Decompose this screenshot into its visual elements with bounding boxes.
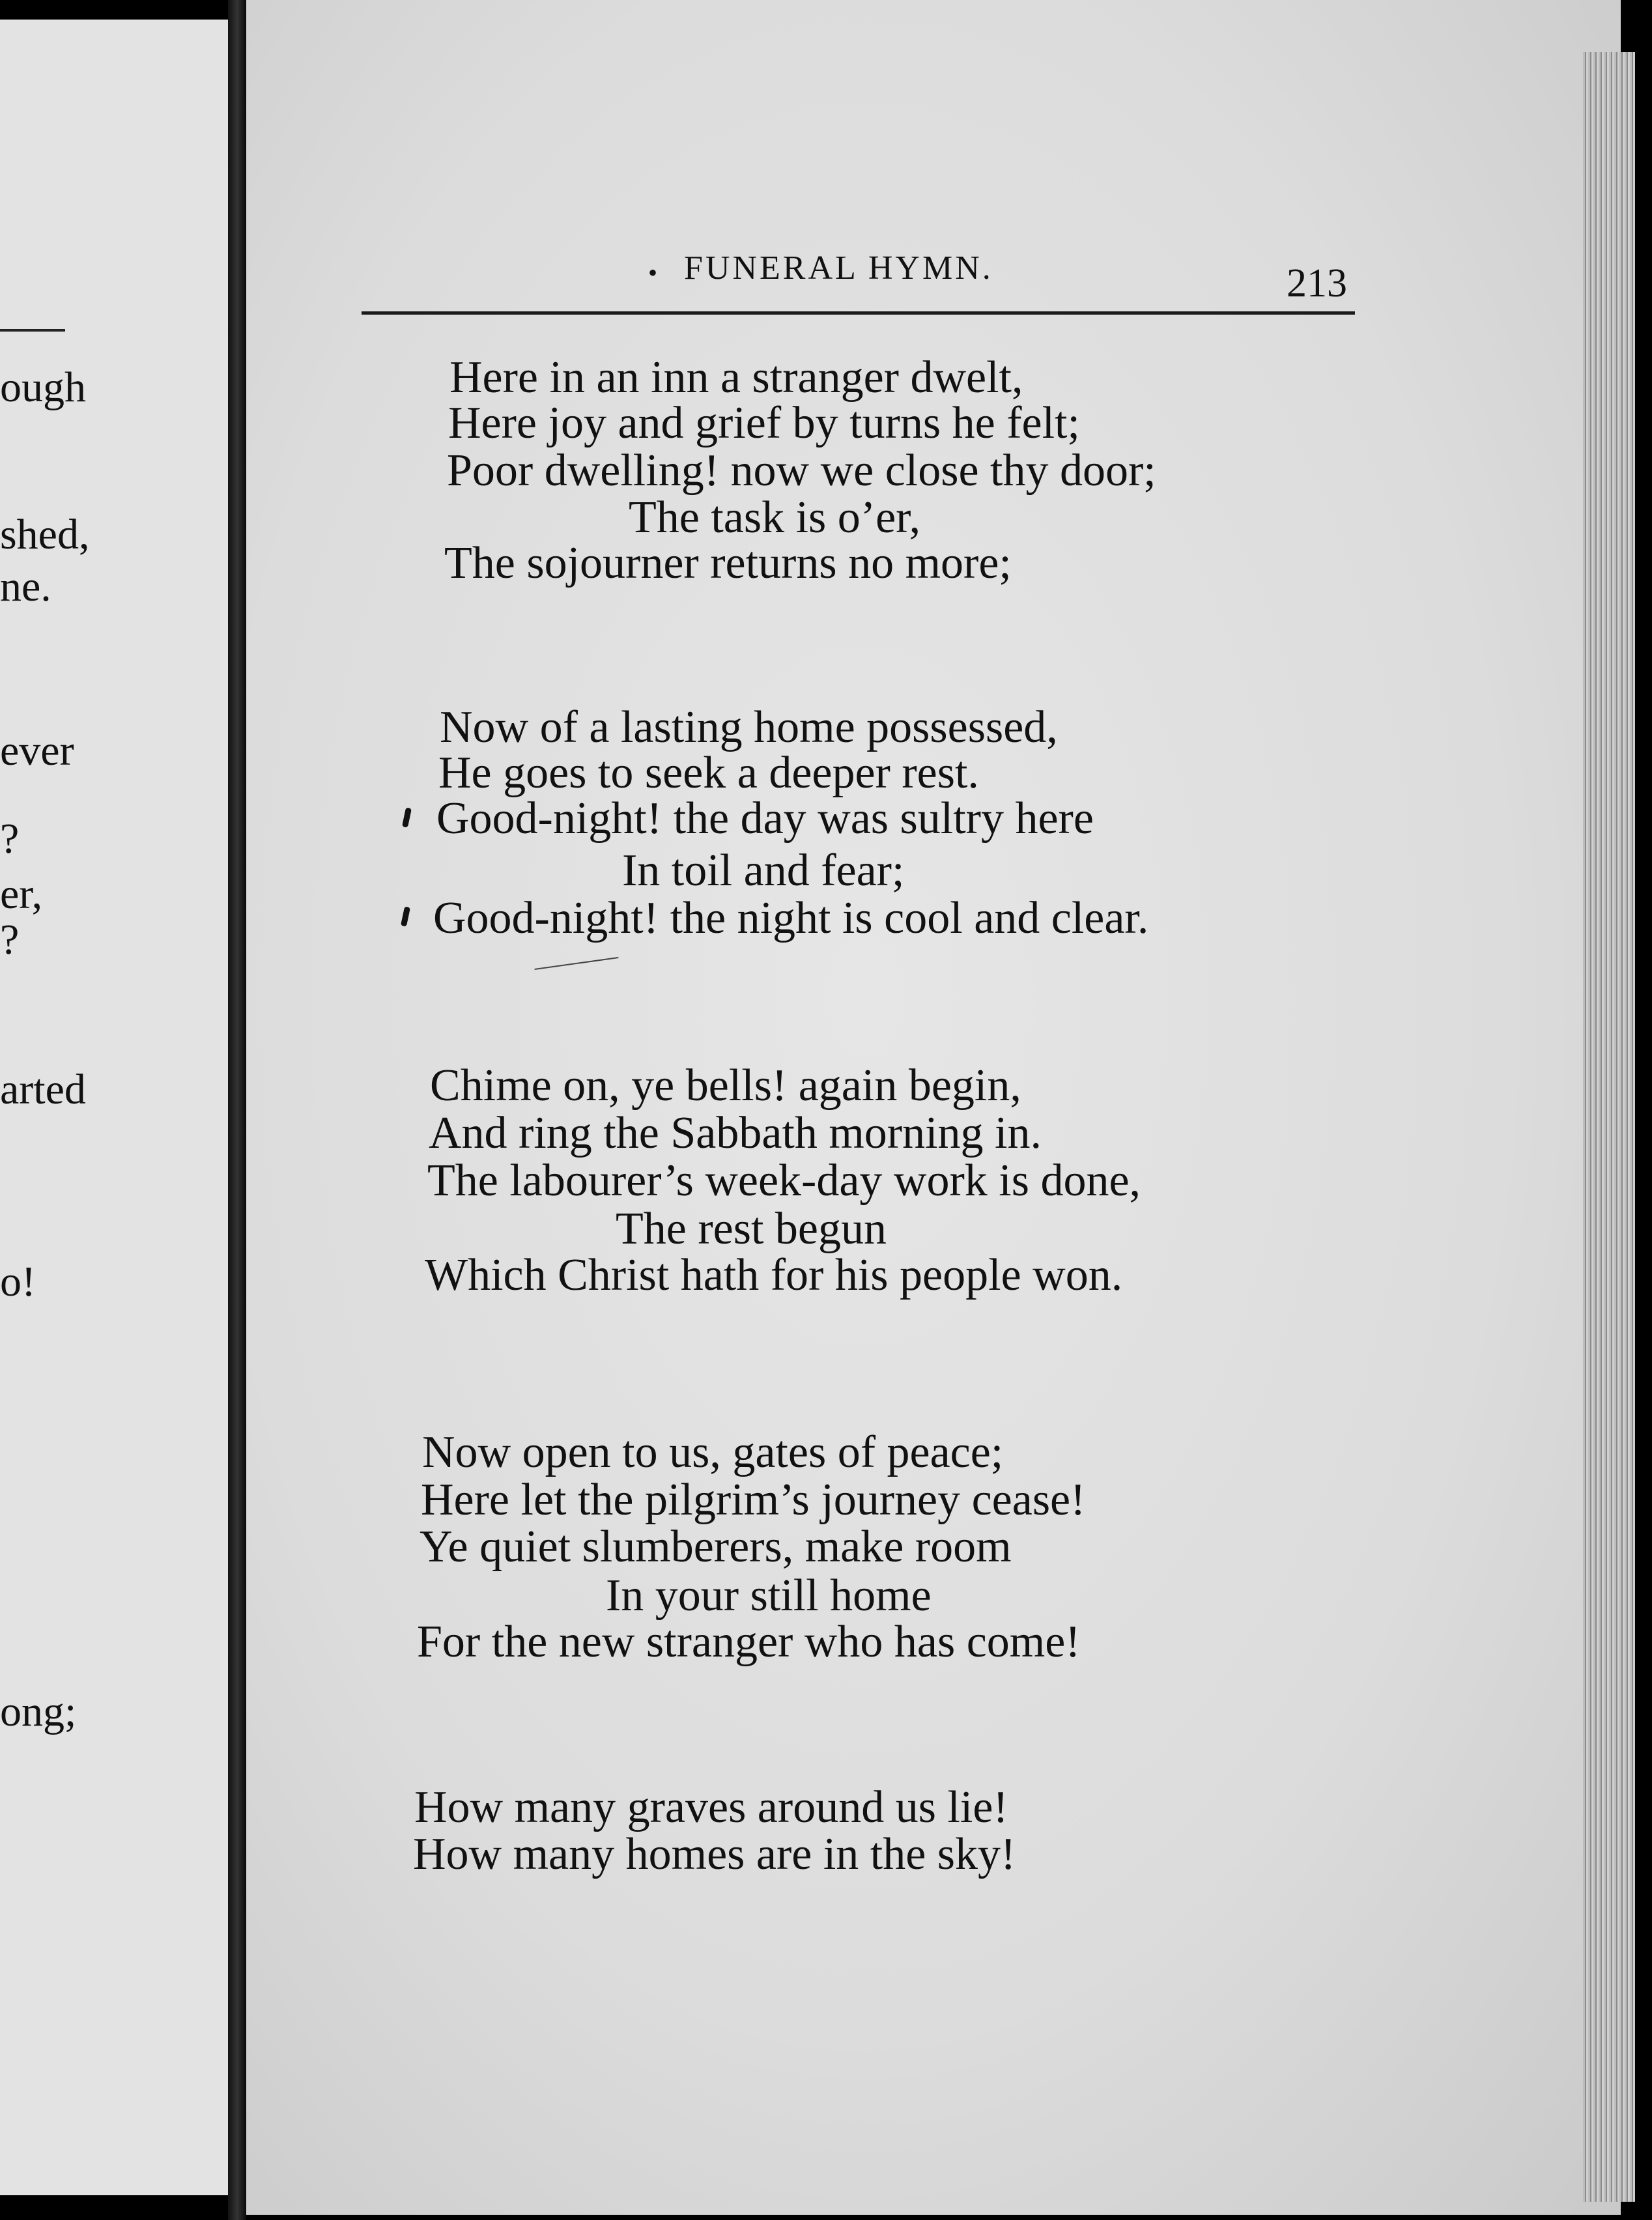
verse-line: In your still home (606, 1571, 932, 1621)
left-fragment: arted (0, 1066, 86, 1113)
book-gutter (228, 0, 246, 2220)
verse-line: Good-night! the day was sultry here (436, 793, 1094, 844)
left-fragment: ever (0, 727, 74, 775)
left-fragment: ough (0, 363, 86, 411)
verse-line: How many homes are in the sky! (413, 1829, 1016, 1879)
verse-line: Now open to us, gates of peace; (422, 1427, 1004, 1477)
verse-line: Here joy and grief by turns he felt; (448, 398, 1080, 448)
verse-line: Chime on, ye bells! again begin, (430, 1060, 1021, 1111)
verse-line: Which Christ hath for his people won. (425, 1250, 1123, 1300)
running-head-ornament: • (648, 258, 658, 287)
verse-line: The sojourner returns no more; (444, 538, 1012, 588)
left-fragment: ne. (0, 563, 51, 610)
verse-line: And ring the Sabbath morning in. (429, 1108, 1042, 1158)
verse-line: Poor dwelling! now we close thy door; (447, 446, 1156, 496)
header-rule (362, 311, 1355, 315)
left-fragment: ? (0, 916, 20, 963)
page-edges (1583, 52, 1635, 2202)
verse-line: He goes to seek a deeper rest. (438, 748, 979, 798)
verse-line: In toil and fear; (622, 846, 905, 896)
left-page-rule (0, 329, 65, 332)
left-fragment: er, (0, 870, 43, 918)
verse-line: Good-night! the night is cool and clear. (433, 893, 1149, 943)
verse-line: For the new stranger who has come! (417, 1617, 1081, 1667)
left-fragment: ? (0, 815, 20, 862)
verse-line: The rest begun (616, 1204, 887, 1254)
left-fragment: shed, (0, 511, 90, 558)
left-fragment: o! (0, 1258, 36, 1305)
verse-line: Here in an inn a stranger dwelt, (449, 352, 1023, 403)
verse-line: The labourer’s week-day work is done, (427, 1156, 1141, 1206)
verse-line: Now of a lasting home possessed, (440, 702, 1058, 752)
left-fragment: ong; (0, 1688, 77, 1735)
verse-line: Ye quiet slumberers, make room (420, 1522, 1012, 1572)
page-number: 213 (1287, 261, 1347, 306)
left-page (0, 20, 228, 2195)
verse-line: The task is o’er, (629, 492, 921, 543)
verse-line: How many graves around us lie! (414, 1782, 1008, 1832)
running-head-title: FUNERAL HYMN. (684, 249, 993, 287)
verse-line: Here let the pilgrim’s journey cease! (421, 1475, 1086, 1525)
